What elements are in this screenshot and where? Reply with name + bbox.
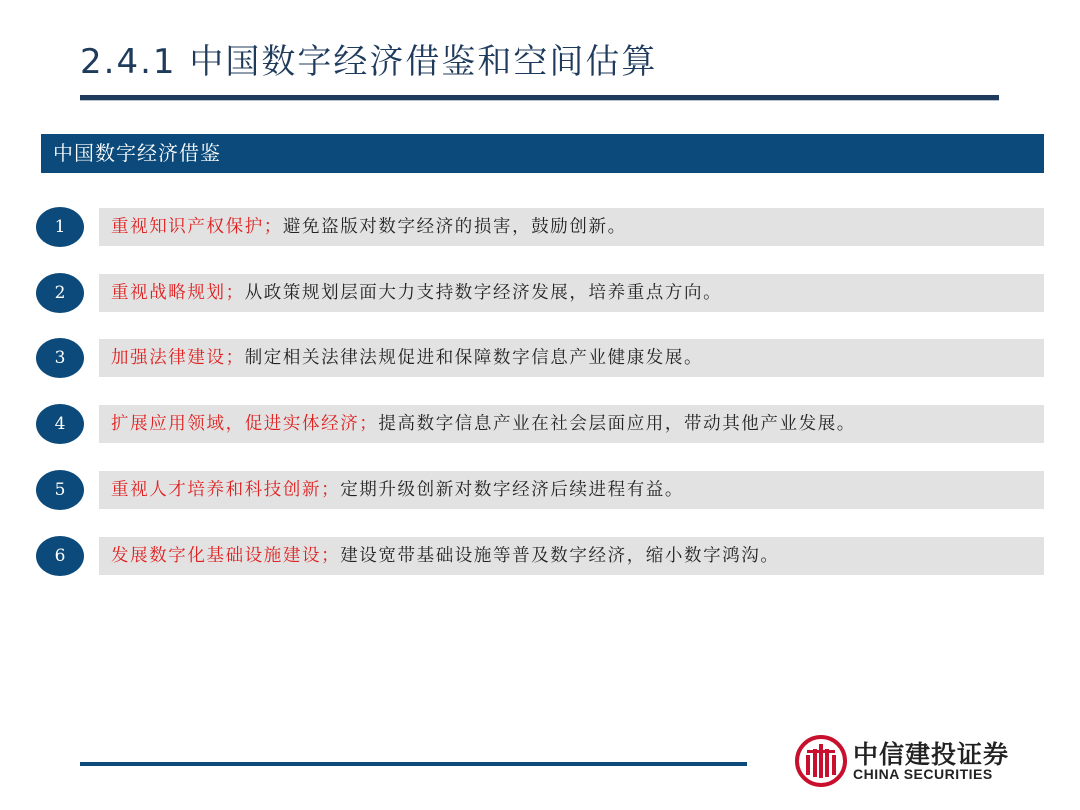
item-key-point: 发展数字化基础设施建设； bbox=[111, 546, 341, 566]
item-description: 定期升级创新对数字经济后续进程有益。 bbox=[340, 480, 685, 500]
list-item bbox=[0, 471, 1080, 511]
company-logo bbox=[795, 735, 1025, 795]
item-number-badge: 2 bbox=[36, 273, 84, 313]
item-number-badge: 5 bbox=[36, 470, 84, 510]
logo-name-cn: 中信建投证券 bbox=[853, 740, 1010, 769]
list-item bbox=[0, 274, 1080, 314]
citic-logo-icon bbox=[795, 735, 847, 787]
logo-name-en: CHINA SECURITIES bbox=[853, 766, 993, 782]
section-header: 中国数字经济借鉴 bbox=[41, 134, 1044, 173]
item-key-point: 扩展应用领域，促进实体经济； bbox=[111, 414, 379, 434]
item-text-bar bbox=[99, 274, 1044, 312]
title-divider bbox=[80, 95, 999, 101]
item-description: 从政策规划层面大力支持数字经济发展，培养重点方向。 bbox=[244, 283, 723, 303]
slide-title: 2.4.1 中国数字经济借鉴和空间估算 bbox=[80, 42, 658, 82]
item-key-point: 重视知识产权保护； bbox=[111, 217, 283, 237]
item-description: 避免盗版对数字经济的损害，鼓励创新。 bbox=[282, 217, 627, 237]
item-number-badge: 4 bbox=[36, 404, 84, 444]
list-item bbox=[0, 339, 1080, 379]
list-item bbox=[0, 537, 1080, 577]
item-key-point: 加强法律建设； bbox=[111, 348, 245, 368]
item-text-bar bbox=[99, 537, 1044, 575]
list-item bbox=[0, 405, 1080, 445]
footer-divider bbox=[80, 762, 747, 766]
item-number-badge: 3 bbox=[36, 338, 84, 378]
item-number-badge: 6 bbox=[36, 536, 84, 576]
item-description: 建设宽带基础设施等普及数字经济，缩小数字鸿沟。 bbox=[340, 546, 780, 566]
item-text-bar bbox=[99, 471, 1044, 509]
list-item bbox=[0, 208, 1080, 248]
item-text-bar bbox=[99, 208, 1044, 246]
item-number-badge: 1 bbox=[36, 207, 84, 247]
item-description: 提高数字信息产业在社会层面应用，带动其他产业发展。 bbox=[378, 414, 856, 434]
item-text-bar bbox=[99, 339, 1044, 377]
item-key-point: 重视人才培养和科技创新； bbox=[111, 480, 341, 500]
item-text-bar bbox=[99, 405, 1044, 443]
item-key-point: 重视战略规划； bbox=[111, 283, 245, 303]
item-description: 制定相关法律法规促进和保障数字信息产业健康发展。 bbox=[244, 348, 704, 368]
